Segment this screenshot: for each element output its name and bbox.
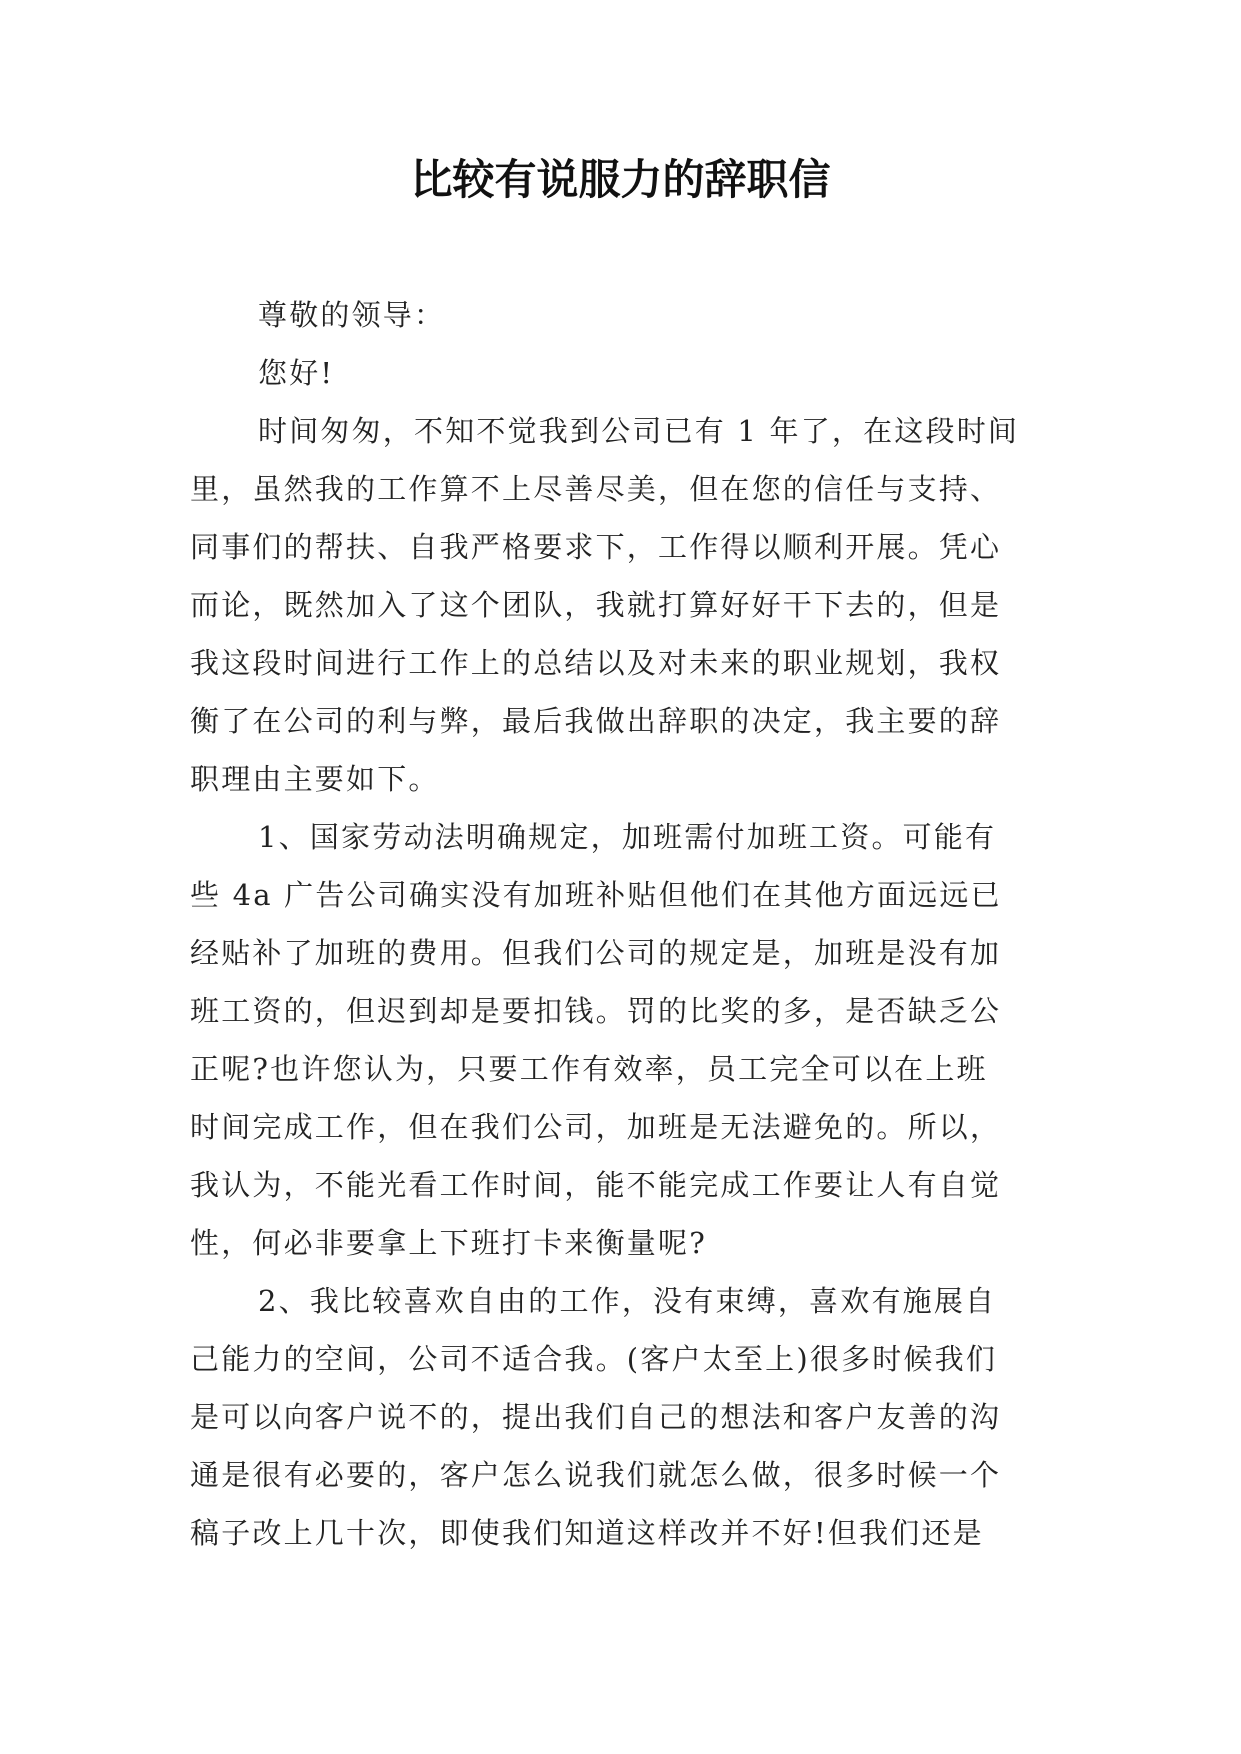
text-line: 通是很有必要的，客户怎么说我们就怎么做，很多时候一个: [190, 1458, 1002, 1492]
text-line: 我认为，不能光看工作时间，能不能完成工作要让人有自觉: [190, 1168, 1002, 1202]
text-line: 些 4a 广告公司确实没有加班补贴但他们在其他方面远远已: [190, 878, 1002, 912]
text-line: 里，虽然我的工作算不上尽善尽美，但在您的信任与支持、: [190, 472, 1002, 506]
text-line: 班工资的，但迟到却是要扣钱。罚的比奖的多，是否缺乏公: [190, 994, 1002, 1028]
text-line: 同事们的帮扶、自我严格要求下，工作得以顺利开展。凭心: [190, 530, 1002, 564]
text-line: 是可以向客户说不的，提出我们自己的想法和客户友善的沟: [190, 1400, 1002, 1434]
text-line: 经贴补了加班的费用。但我们公司的规定是，加班是没有加: [190, 936, 1002, 970]
text-line: 职理由主要如下。: [190, 762, 440, 796]
text-line: 时间匆匆，不知不觉我到公司已有 1 年了，在这段时间: [258, 414, 1020, 448]
letter-body: [190, 286, 1060, 1562]
text-line: 时间完成工作，但在我们公司，加班是无法避免的。所以，: [190, 1110, 1002, 1144]
text-line: 1、国家劳动法明确规定，加班需付加班工资。可能有: [258, 820, 997, 854]
text-line: 您好!: [258, 356, 335, 390]
text-line: 正呢?也许您认为，只要工作有效率，员工完全可以在上班: [190, 1052, 988, 1086]
document-title: 比较有说服力的辞职信: [410, 155, 831, 204]
text-line: 己能力的空间，公司不适合我。(客户太至上)很多时候我们: [190, 1342, 998, 1376]
text-line: 尊敬的领导：: [258, 298, 446, 332]
text-line: 性，何必非要拿上下班打卡来衡量呢?: [190, 1226, 707, 1260]
text-line: 稿子改上几十次，即使我们知道这样改并不好!但我们还是: [190, 1516, 984, 1550]
text-line: 衡了在公司的利与弊，最后我做出辞职的决定，我主要的辞: [190, 704, 1002, 738]
text-line: 2、我比较喜欢自由的工作，没有束缚，喜欢有施展自: [258, 1284, 997, 1318]
text-line: 我这段时间进行工作上的总结以及对未来的职业规划，我权: [190, 646, 1002, 680]
text-line: 而论，既然加入了这个团队，我就打算好好干下去的，但是: [190, 588, 1002, 622]
